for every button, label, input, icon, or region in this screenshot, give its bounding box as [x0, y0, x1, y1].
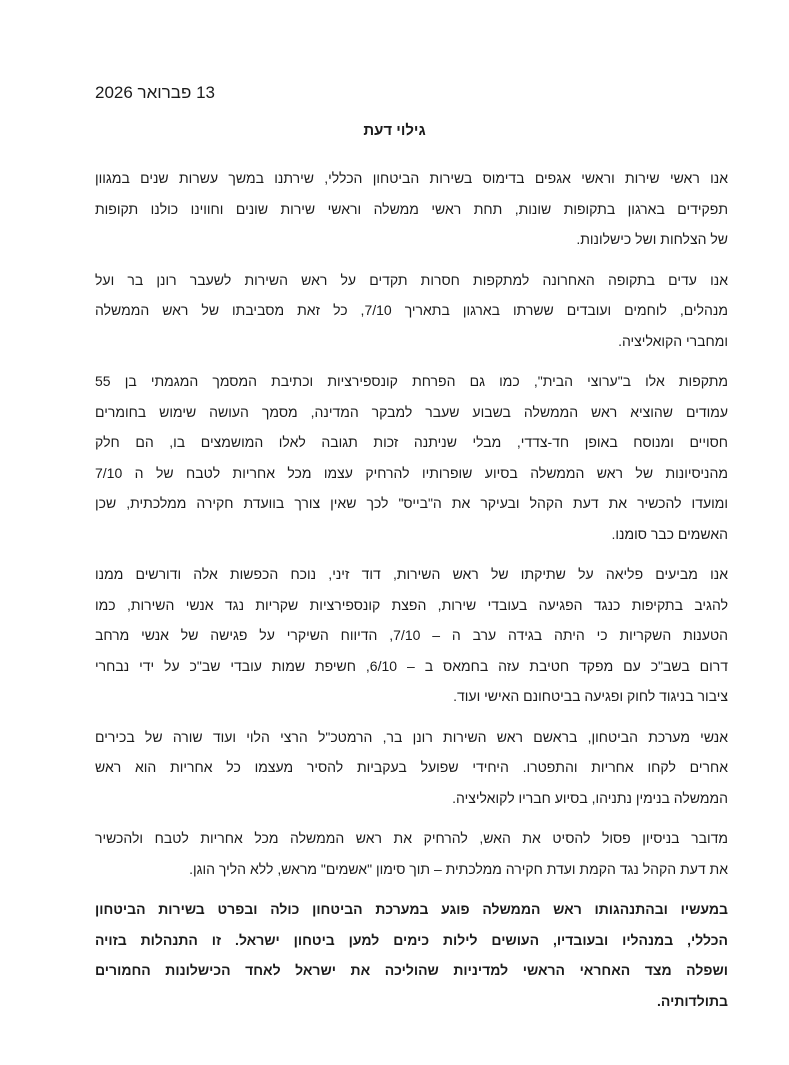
paragraph-line: דרום בשב"כ עם מפקד חטיבת עזה בחמאס ב – 6/10, חשיפת שמות עובדי שב"כ על ידי נבחרי [95, 657, 729, 674]
paragraph-7-bold-conclusion [95, 894, 728, 1016]
paragraph-line: במעשיו ובהתנהגותו ראש הממשלה פוגע במערכת הביטחון כולה ובפרט בשירות הביטחון [95, 901, 728, 917]
paragraph-1 [95, 163, 728, 255]
paragraph-line: אנשי מערכת הביטחון, בראשם ראש השירות רונן בר, הרמטכ"ל הרצי הלוי ועוד שורה של בכירים [95, 728, 728, 745]
document-body [95, 163, 728, 1026]
paragraph-line: של הצלחות ושל כישלונות. [576, 231, 728, 247]
paragraph-line: הטענות השקריות כי היתה בגידה ערב ה – 7/10, הדיווח השיקרי על פגישה של אנשי מרחב [95, 627, 728, 643]
document-date: 13 פברואר 2026 [95, 83, 215, 102]
paragraph-line: הכללי, במנהליו ובעובדיו, העושים לילות כימים למען ביטחון ישראל. זו התנהלות בזויה [95, 931, 728, 948]
paragraph-line: ציבור בניגוד לחוק ופגיעה בביטחונם האישי ועוד. [453, 688, 728, 704]
paragraph-line: ושפלה מצד האחראי הראשי למדיניות שהוליכה את ישראל לאחד הכישלונות החמורים [95, 962, 728, 978]
paragraph-line: אנו ראשי שירות וראשי אגפים בדימוס בשירות הביטחון הכללי, שירתנו במשך עשרות שנים במגוון [95, 170, 728, 186]
paragraph-line: בתולדותיה. [657, 992, 728, 1009]
paragraph-6 [95, 823, 728, 884]
paragraph-line: הממשלה בנימין נתניהו, בסיוע חבריו לקואליציה. [452, 789, 728, 806]
paragraph-line: מתקפות אלו ב"ערוצי הבית", כמו גם הפרחת קונספירציות וכתיבת המסמך המגמתי בן 55 [95, 373, 728, 389]
paragraph-line: עמודים שהוציא ראש הממשלה בשבוע שעבר למבקר המדינה, מסמך העושה שימוש בחומרים [95, 403, 728, 420]
paragraph-line: חסויים ומנוסח באופן חד-צדדי, מבלי שניתנה זכות תגובה לאלו המושמצים בו, הם חלק [95, 434, 728, 450]
paragraph-line: מנהלים, לוחמים ועובדים ששרתו בארגון בתאריך 7/10, כל זאת מסביבתו של ראש הממשלה [95, 302, 729, 318]
paragraph-line: אחרים לקחו אחריות והתפטרו. היחידי שפועל בעקביות להסיר מעצמו כל אחריות הוא ראש [95, 759, 728, 775]
paragraph-5 [95, 722, 728, 814]
paragraph-line: האשמים כבר סומנו. [611, 525, 728, 542]
document-title: גילוי דעת [363, 122, 426, 139]
paragraph-3 [95, 366, 728, 549]
paragraph-line: תפקידים בארגון בתקופות שונות, תחת ראשי ממשלה וראשי שירות שונים וחווינו כולנו תקופות [95, 200, 728, 217]
paragraph-4 [95, 559, 728, 712]
paragraph-line: אנו מביעים פליאה על שתיקתו של ראש השירות, דוד זיני, נוכח הכפשות אלה ודורשים ממנו [95, 566, 728, 582]
paragraph-line: מהניסיונות של ראש הממשלה בסיוע שופרותיו להרחיק עצמו מכל אחריות לטבח של ה 7/10 [95, 464, 728, 481]
paragraph-line: את דעת הקהל נגד הקמת ועדת חקירה ממלכתית – תוך סימון "אשמים" מראש, ללא הליך הוגן. [189, 860, 728, 877]
paragraph-2 [95, 265, 728, 357]
paragraph-line: אנו עדים בתקופה האחרונה למתקפות חסרות תקדים על ראש השירות לשעבר רונן בר ועל [95, 271, 728, 288]
paragraph-line: ומועדו להכשיר את דעת הקהל ובעיקר את ה"בייס" לכך שאין צורך בוועדת חקירה ממלכתית, שכן [95, 495, 728, 511]
paragraph-line: להגיב בתקיפות כנגד הפגיעה בעובדי שירות, הפצת קונספירציות שקריות נגד אנשי השירות, כמו [95, 596, 728, 613]
paragraph-line: ומחברי הקואליציה. [618, 332, 728, 349]
paragraph-line: מדובר בניסיון פסול להסיט את האש, להרחיק את ראש הממשלה מכל אחריות לטבח ולהכשיר [95, 830, 728, 846]
